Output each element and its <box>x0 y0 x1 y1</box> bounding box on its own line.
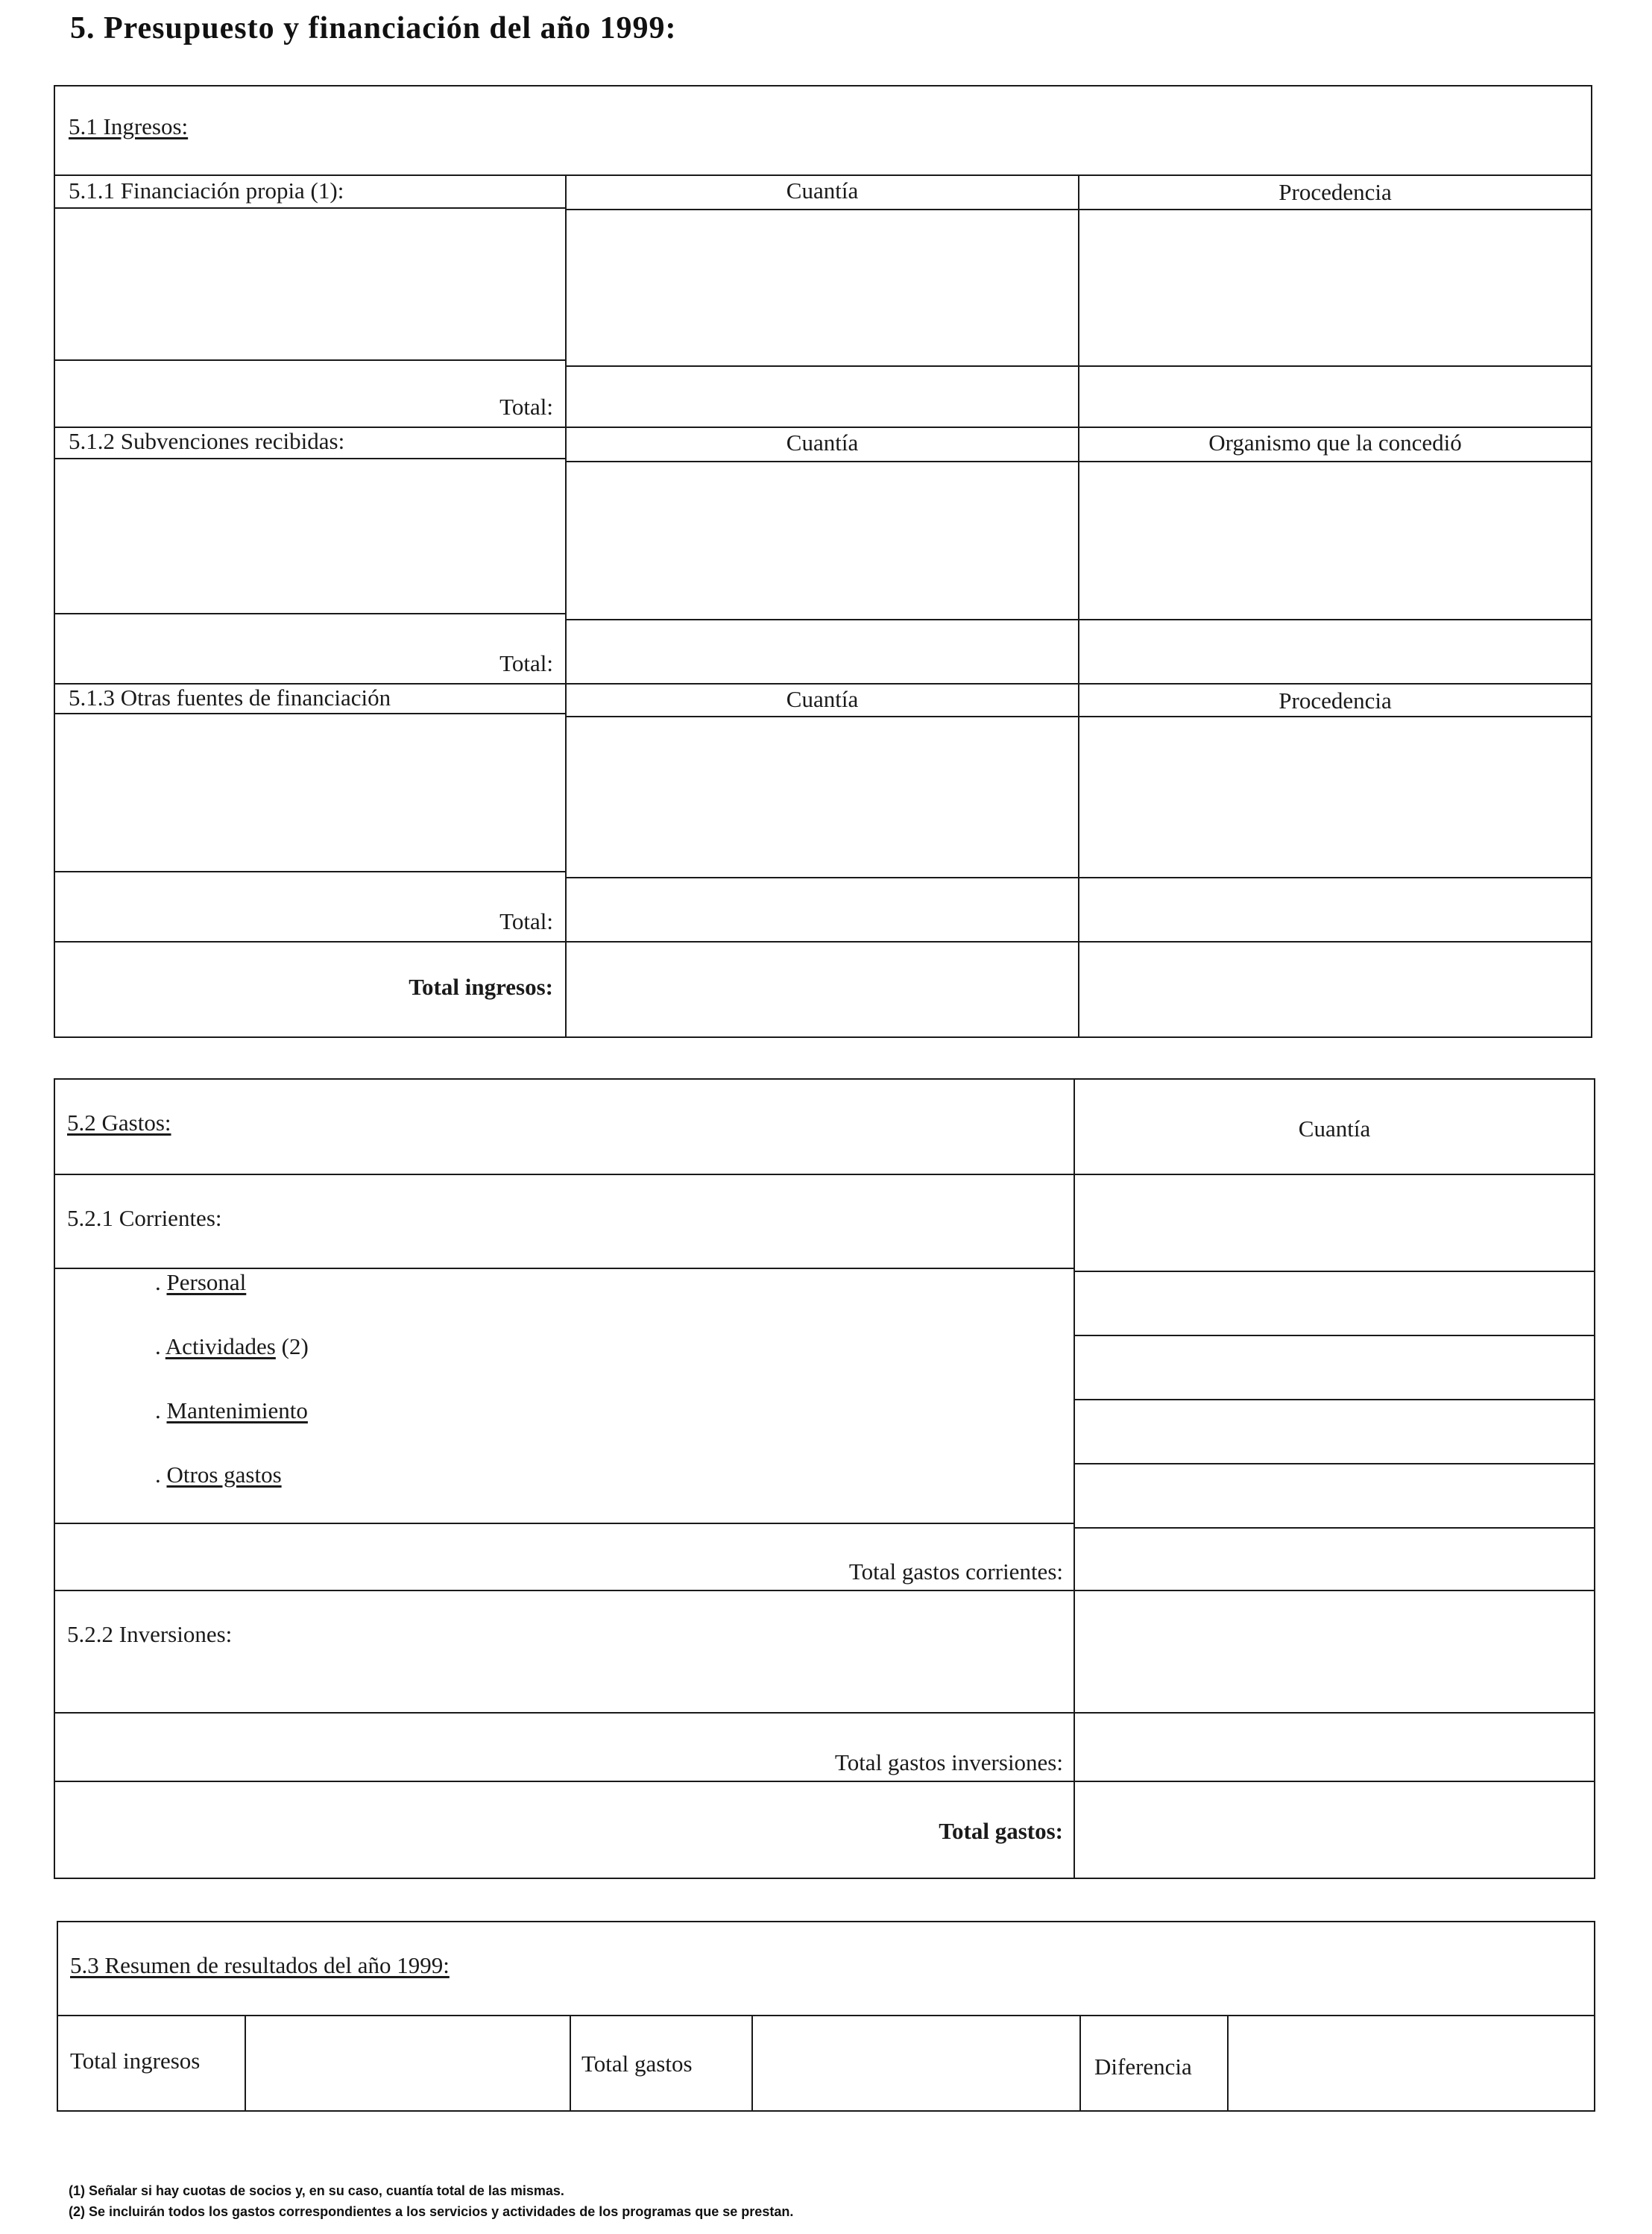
subvenciones-total-label: Total: <box>499 650 553 676</box>
inversiones-label: 5.2.2 Inversiones: <box>67 1621 233 1647</box>
gastos-cuantia-header: Cuantía <box>1298 1116 1371 1142</box>
total-inversiones-label: Total gastos inversiones: <box>834 1749 1063 1775</box>
propia-cuantia-header: Cuantía <box>786 177 859 204</box>
gasto-item-label: Personal <box>166 1269 247 1295</box>
propia-total-label: Total: <box>499 394 553 420</box>
resumen-table <box>57 1921 1595 2112</box>
ingresos-heading: 5.1 Ingresos: <box>69 113 189 139</box>
otras-procedencia-header: Procedencia <box>1279 687 1392 714</box>
gasto-item-label: Mantenimiento <box>166 1397 308 1423</box>
gasto-item-personal <box>155 1269 246 1296</box>
bullet: . <box>155 1333 161 1359</box>
divider <box>54 174 1592 176</box>
otras-fuentes-label: 5.1.3 Otras fuentes de financiación <box>69 685 391 711</box>
resumen-diferencia-label: Diferencia <box>1094 2054 1192 2080</box>
bullet: . <box>155 1269 161 1295</box>
divider <box>1078 174 1079 1038</box>
gasto-item-mantenimiento <box>155 1397 308 1424</box>
financiacion-propia-label: 5.1.1 Financiación propia (1): <box>69 177 344 204</box>
otras-cuantia-header: Cuantía <box>786 686 859 712</box>
subvenciones-label: 5.1.2 Subvenciones recibidas: <box>69 428 345 454</box>
gasto-item-label: Otros gastos <box>166 1461 282 1488</box>
resumen-heading: 5.3 Resumen de resultados del año 1999: <box>70 1952 450 1978</box>
total-gastos-label: Total gastos: <box>939 1818 1063 1844</box>
resumen-total-ingresos-label: Total ingresos <box>70 2048 201 2074</box>
bullet: . <box>155 1461 161 1488</box>
subvenciones-organismo-header: Organismo que la concedió <box>1208 430 1462 456</box>
footnote-ref: (2) <box>281 1333 309 1359</box>
total-corrientes-label: Total gastos corrientes: <box>848 1558 1063 1585</box>
resumen-total-gastos-label: Total gastos <box>581 2051 693 2077</box>
total-ingresos-label: Total ingresos: <box>409 974 553 1000</box>
footnote-1: (1) Señalar si hay cuotas de socios y, en su caso, cuantía total de las mismas. <box>69 2183 564 2198</box>
subvenciones-cuantia-header: Cuantía <box>786 430 859 456</box>
gasto-item-actividades <box>155 1333 309 1360</box>
divider <box>565 174 567 1038</box>
ingresos-table <box>54 85 1592 1038</box>
corrientes-label: 5.2.1 Corrientes: <box>67 1205 222 1231</box>
otras-total-label: Total: <box>499 908 553 934</box>
gasto-item-label: Actividades <box>165 1333 276 1359</box>
bullet: . <box>155 1397 161 1423</box>
footnote-2: (2) Se incluirán todos los gastos correspondientes a los servicios y actividades de los programas que se prestan. <box>69 2204 794 2219</box>
propia-procedencia-header: Procedencia <box>1279 179 1392 205</box>
page-title: 5. Presupuesto y financiación del año 1999: <box>70 11 677 45</box>
divider <box>1074 1078 1075 1879</box>
gasto-item-otros <box>155 1461 282 1488</box>
gastos-heading: 5.2 Gastos: <box>67 1110 171 1136</box>
